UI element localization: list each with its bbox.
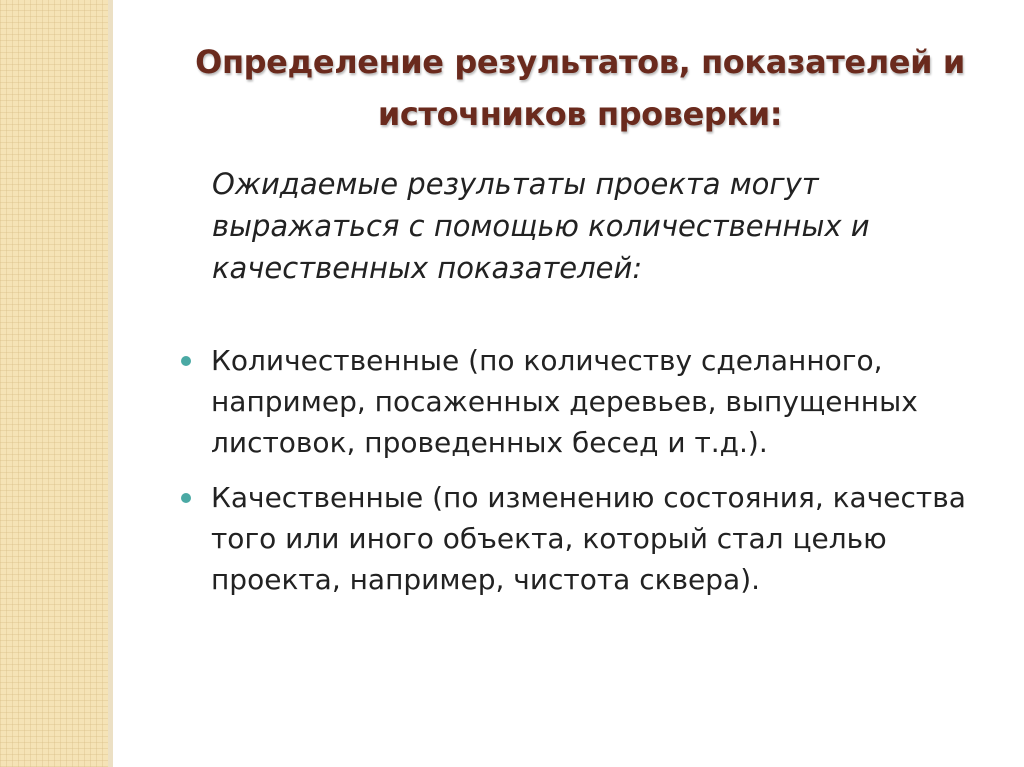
slide-title: Определение результатов, показателей и источников проверки: [195,43,965,133]
bullet-list [181,340,1011,614]
decorative-sidebar [0,0,108,767]
dot-bullet-icon [181,356,191,366]
bullet-item-qualitative [181,477,1011,600]
sidebar-edge [108,0,113,767]
bullet-item-quantitative [181,340,1011,463]
bullet-text-quantitative: Количественные (по количеству сделанного, например, посаженных деревьев, выпущенных листовок, проведенных бесед и т.д.). [211,344,918,459]
bullet-text-qualitative: Качественные (по изменению состояния, качества того или иного объекта, который стал целью проекта, например, чистота сквера). [211,481,966,596]
dot-bullet-icon [181,493,191,503]
intro-text: Ожидаемые результаты проекта могут выражаться с помощью количественных и качественных показателей: [212,167,870,285]
